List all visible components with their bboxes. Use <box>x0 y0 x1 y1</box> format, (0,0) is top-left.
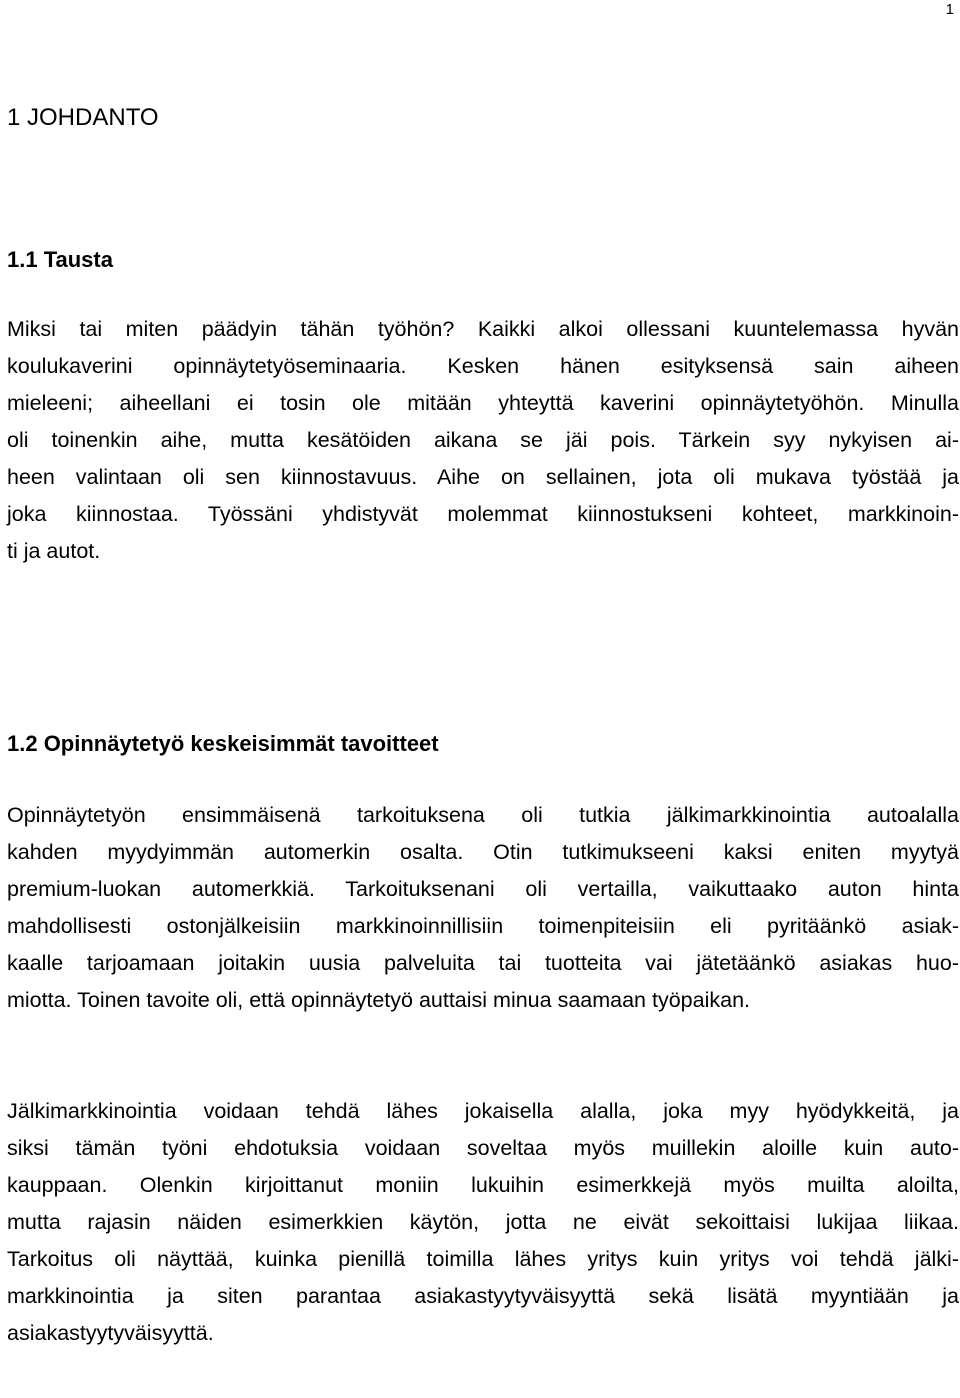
paragraph-tavoitteet-1 <box>7 797 959 1019</box>
page-number: 1 <box>945 1 954 18</box>
text-line: oli toinenkin aihe, mutta kesätöiden aikana se jäi pois. Tärkein syy nykyisen ai- <box>7 428 959 452</box>
paragraph-tavoitteet-2 <box>7 1093 959 1352</box>
paragraph-tausta <box>7 311 959 570</box>
section-heading-tausta: 1.1 Tausta <box>7 247 113 272</box>
text-line: mieleeni; aiheellani ei tosin ole mitään yhteyttä kaverini opinnäytetyöhön. Minulla <box>7 391 959 415</box>
section-heading-tavoitteet: 1.2 Opinnäytetyö keskeisimmät tavoitteet <box>7 731 439 756</box>
text-line: asiakastyytyväisyyttä. <box>7 1321 214 1345</box>
text-line: heen valintaan oli sen kiinnostavuus. Aihe on sellainen, jota oli mukava työstää ja <box>7 465 959 489</box>
chapter-heading: 1 JOHDANTO <box>7 104 159 131</box>
text-line: mutta rajasin näiden esimerkkien käytön, jotta ne eivät sekoittaisi lukijaa liikaa. <box>7 1210 959 1234</box>
text-line: miotta. Toinen tavoite oli, että opinnäytetyö auttaisi minua saamaan työpaikan. <box>7 988 750 1012</box>
text-line: markkinointia ja siten parantaa asiakastyytyväisyyttä sekä lisätä myyntiään ja <box>7 1284 959 1308</box>
text-line: Tarkoitus oli näyttää, kuinka pienillä toimilla lähes yritys kuin yritys voi tehdä jälki- <box>7 1247 959 1271</box>
text-line: kahden myydyimmän automerkin osalta. Otin tutkimukseeni kaksi eniten myytyä <box>7 840 959 864</box>
text-line: siksi tämän työni ehdotuksia voidaan soveltaa myös muillekin aloille kuin auto- <box>7 1136 959 1160</box>
text-line: joka kiinnostaa. Työssäni yhdistyvät molemmat kiinnostukseni kohteet, markkinoin- <box>7 502 959 526</box>
text-line: premium-luokan automerkkiä. Tarkoituksenani oli vertailla, vaikuttaako auton hinta <box>7 877 959 901</box>
text-line: kauppaan. Olenkin kirjoittanut moniin lukuihin esimerkkejä myös muilta aloilta, <box>7 1173 959 1197</box>
text-line: ti ja autot. <box>7 539 101 563</box>
text-line: Opinnäytetyön ensimmäisenä tarkoituksena oli tutkia jälkimarkkinointia autoalalla <box>7 803 959 827</box>
text-line: koulukaverini opinnäytetyöseminaaria. Kesken hänen esityksensä sain aiheen <box>7 354 959 378</box>
text-line: Miksi tai miten päädyin tähän työhön? Kaikki alkoi ollessani kuuntelemassa hyvän <box>7 317 959 341</box>
text-line: kaalle tarjoamaan joitakin uusia palveluita tai tuotteita vai jätetäänkö asiakas huo- <box>7 951 959 975</box>
text-line: mahdollisesti ostonjälkeisiin markkinoinnillisiin toimenpiteisiin eli pyritäänkö asiak- <box>7 914 959 938</box>
text-line: Jälkimarkkinointia voidaan tehdä lähes jokaisella alalla, joka myy hyödykkeitä, ja <box>7 1099 959 1123</box>
